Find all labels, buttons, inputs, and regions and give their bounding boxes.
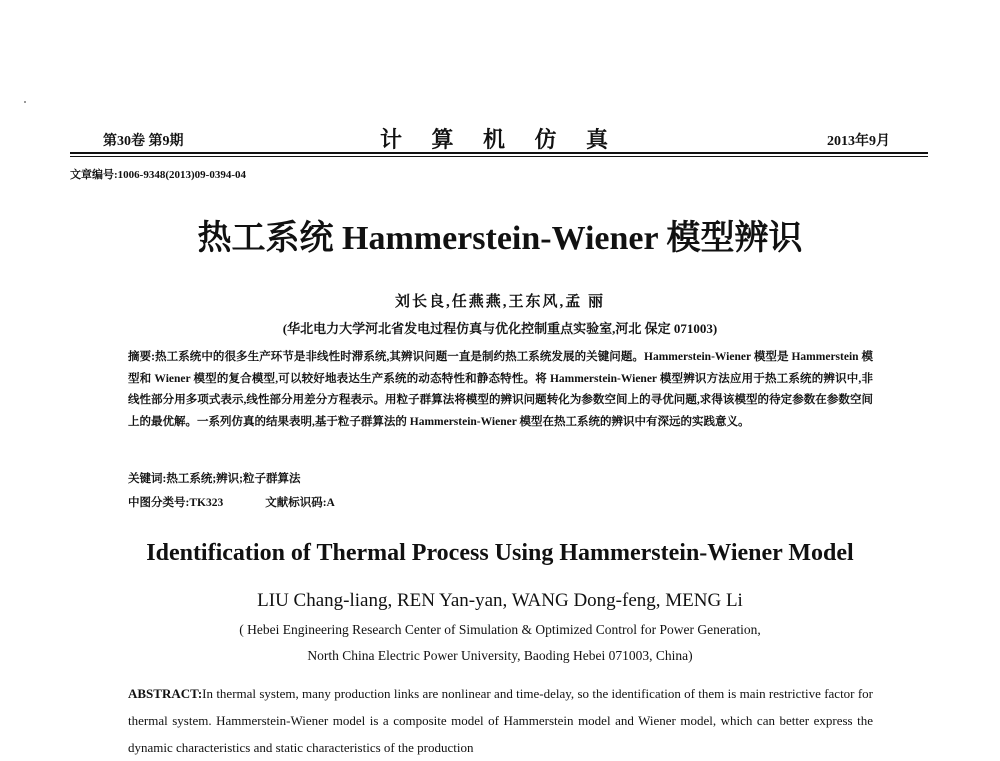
scan-speck [24, 101, 26, 103]
english-affiliation-line1: ( Hebei Engineering Research Center of Simulation & Optimized Control for Power Generation, [239, 622, 761, 637]
clc-number: 中图分类号:TK323 [128, 497, 224, 509]
issue-date: 2013年9月 [827, 134, 890, 149]
english-title: Identification of Thermal Process Using Hammerstein-Wiener Model [146, 540, 854, 566]
chinese-keywords: 关键词:热工系统;辨识;粒子群算法 [128, 473, 301, 485]
header-rule-thick [70, 152, 928, 154]
journal-name: 计 算 机 仿 真 [379, 127, 620, 152]
volume-issue: 第30卷 第9期 [103, 134, 184, 149]
english-abstract-text: In thermal system, many production links are nonlinear and time-delay, so the identification of them is main restrictive factor for thermal system. Hammerstein-Wiener model is a composite model of Hammerstein model and Wiener model, which can better express the dynamic characteristics and static characteristics of the production [128, 686, 873, 755]
header-rule-thin [70, 156, 928, 157]
document-code: 文献标识码:A [265, 497, 335, 509]
english-affiliation-line2: North China Electric Power University, Baoding Hebei 071003, China) [307, 648, 693, 663]
english-abstract-label: ABSTRACT: [128, 686, 203, 701]
chinese-authors: 刘长良,任燕燕,王东风,孟 丽 [394, 294, 605, 310]
article-number: 文章编号:1006-9348(2013)09-0394-04 [70, 169, 246, 181]
chinese-abstract-text: 热工系统中的很多生产环节是非线性时滞系统,其辨识问题一直是制约热工系统发展的关键问题。Hammerstein-Wiener 模型是 Hammerstein 模型和 Wiener 模型的复合模型,可以较好地表达生产系统的动态特性和静态特性。将 Hammerstein-Wiener 模型辨识方法应用于热工系统的辨识中,非线性部分用多项式表示,线性部分用差分方程表示。用粒子群算法将模型的辨识问题转化为参数空间上的寻优问题,求得该模型的待定参数在参数空间上的最优解。一系列仿真的结果表明,基于粒子群算法的 Hammerstein-Wiener 模型在热工系统的辨识中有深远的实践意义。 [128, 351, 873, 428]
chinese-abstract-label: 摘要: [128, 351, 155, 363]
chinese-affiliation: (华北电力大学河北省发电过程仿真与优化控制重点实验室,河北 保定 071003) [282, 321, 718, 336]
english-authors: LIU Chang-liang, REN Yan-yan, WANG Dong-feng, MENG Li [257, 590, 743, 611]
chinese-abstract [128, 347, 873, 433]
english-abstract [128, 680, 873, 761]
chinese-title: 热工系统 Hammerstein-Wiener 模型辨识 [197, 220, 803, 257]
classification-line [128, 494, 335, 510]
